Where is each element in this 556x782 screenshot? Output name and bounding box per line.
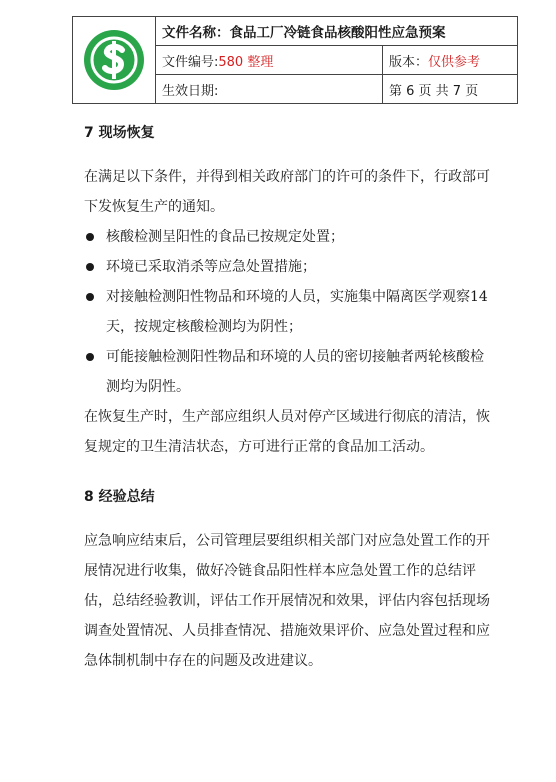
list-item: 可能接触检测阳性物品和环境的人员的密切接触者两轮核酸检测均为阴性。: [84, 342, 496, 402]
file-number-value: 580 整理: [218, 54, 274, 70]
document-header-table: [72, 16, 518, 104]
section-7-intro: 在满足以下条件，并得到相关政府部门的许可的条件下，行政部可下发恢复生产的通知。: [84, 169, 490, 215]
section-7-title: 7 现场恢复: [84, 125, 155, 141]
effective-date-label: 生效日期:: [162, 83, 219, 99]
list-item: 核酸检测呈阳性的食品已按规定处置；: [84, 222, 496, 252]
list-item: 环境已采取消杀等应急处置措施；: [84, 252, 496, 282]
section-7-closing: 在恢复生产时，生产部应组织人员对停产区域进行彻底的清洁，恢复规定的卫生清洁状态，方可进行正常的食品加工活动。: [84, 409, 490, 455]
file-number-label: 文件编号:: [162, 54, 219, 70]
logo-cell: [73, 17, 156, 104]
page-info: 第 6 页 共 7 页: [389, 83, 479, 99]
file-name-value: 食品工厂冷链食品核酸阳性应急预案: [229, 25, 446, 41]
version-label: 版本：: [389, 54, 429, 70]
section-7-bullet-list: [84, 222, 496, 402]
version-cell: [383, 46, 518, 75]
document-body: [84, 118, 496, 676]
file-name-label: 文件名称：: [162, 25, 230, 41]
effective-date-cell: [156, 75, 383, 104]
dollar-s-logo-icon: [83, 29, 145, 91]
section-8-body: 应急响应结束后，公司管理层要组织相关部门对应急处置工作的开展情况进行收集，做好冷链食品阳性样本应急处置工作的总结评估，总结经验教训，评估工作开展情况和效果，评估内容包括现场调查处置情况、人员排查情况、措施效果评价、应急处置过程和应急体制机制中存在的问题及改进建议。: [84, 533, 490, 669]
version-value: 仅供参考: [428, 54, 481, 70]
file-name-cell: [156, 17, 518, 46]
section-8-title: 8 经验总结: [84, 489, 155, 505]
page-info-cell: [383, 75, 518, 104]
file-number-cell: [156, 46, 383, 75]
list-item: 对接触检测阳性物品和环境的人员，实施集中隔离医学观察14天，按规定核酸检测均为阴性；: [84, 282, 496, 342]
